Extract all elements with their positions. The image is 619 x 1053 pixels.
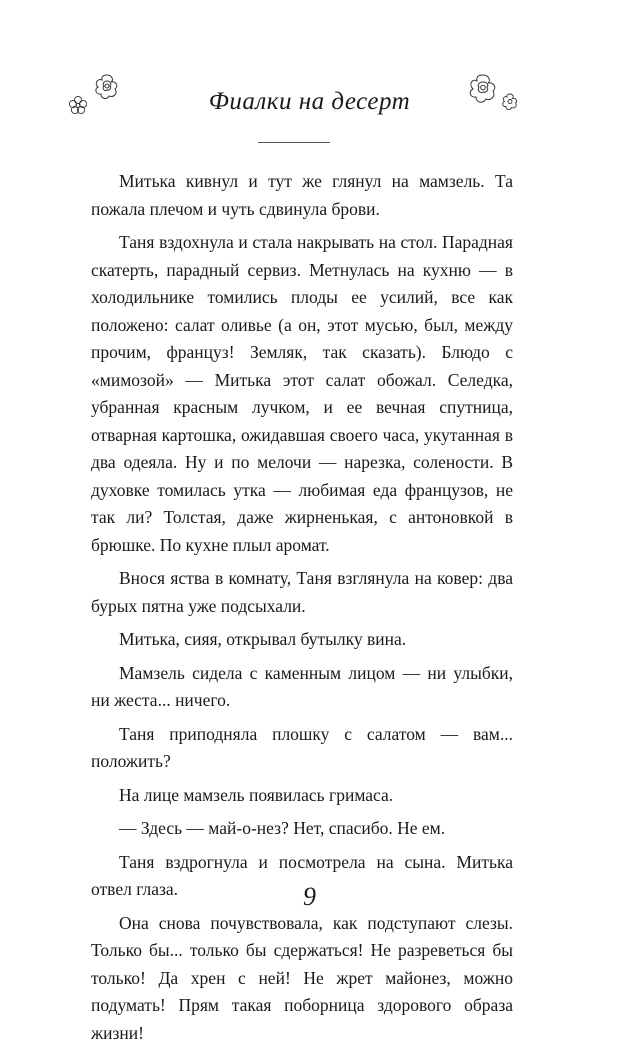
running-header-title: Фиалки на десерт bbox=[208, 88, 411, 115]
page-number: 9 bbox=[303, 882, 316, 911]
header-divider bbox=[258, 142, 330, 143]
paragraph: Мамзель сидела с каменным лицом — ни улыбки, ни жеста... ничего. bbox=[91, 662, 513, 710]
paragraph: Она снова почувствовала, как подступают слезы. Только бы... только бы сдержаться! Не разреветься бы только! Да хрен с ней! Не жрет майонез, можно подумать! Прям такая поборница здорового образа жизни! bbox=[91, 912, 513, 1043]
paragraph: Митька кивнул и тут же глянул на мамзель. Та пожала плечом и чуть сдвинула брови. bbox=[91, 171, 513, 219]
page-body bbox=[91, 168, 513, 1053]
paragraph: Внося яства в комнату, Таня взглянула на ковер: два бурых пятна уже подсыхали. bbox=[91, 568, 513, 616]
paragraph: Таня вздохнула и стала накрывать на стол. Парадная скатерть, парадный сервиз. Метнулась на кухню — в холодильнике томились плоды ее усилий, все как положено: салат оливье (а он, этот мусью, был, между прочим, француз! Земляк, так сказать). Блюдо с «мимозой» — Митька этот салат обожал. Селедка, убранная красным лучком, и ее вечная спутница, отварная картошка, ожидавшая своего часа, укутанная в два одеяла. Ну и по мелочи — нарезка, солености. В духовке томилась утка — любимая еда французов, не так ли? Толстая, даже жирненькая, с антоновкой в брюшке. По кухне плыл аромат. bbox=[91, 232, 513, 555]
paragraph: — Здесь — май-о-нез? Нет, спасибо. Не ем. bbox=[119, 818, 446, 838]
paragraph: На лице мамзель появилась гримаса. bbox=[119, 784, 394, 805]
paragraph: Таня вздрогнула и посмотрела на сына. Митька отвел глаза. bbox=[91, 851, 513, 899]
paragraph: Таня приподняла плошку с салатом — вам... положить? bbox=[91, 723, 513, 771]
paragraph: Митька, сияя, открывал бутылку вина. bbox=[119, 629, 407, 649]
